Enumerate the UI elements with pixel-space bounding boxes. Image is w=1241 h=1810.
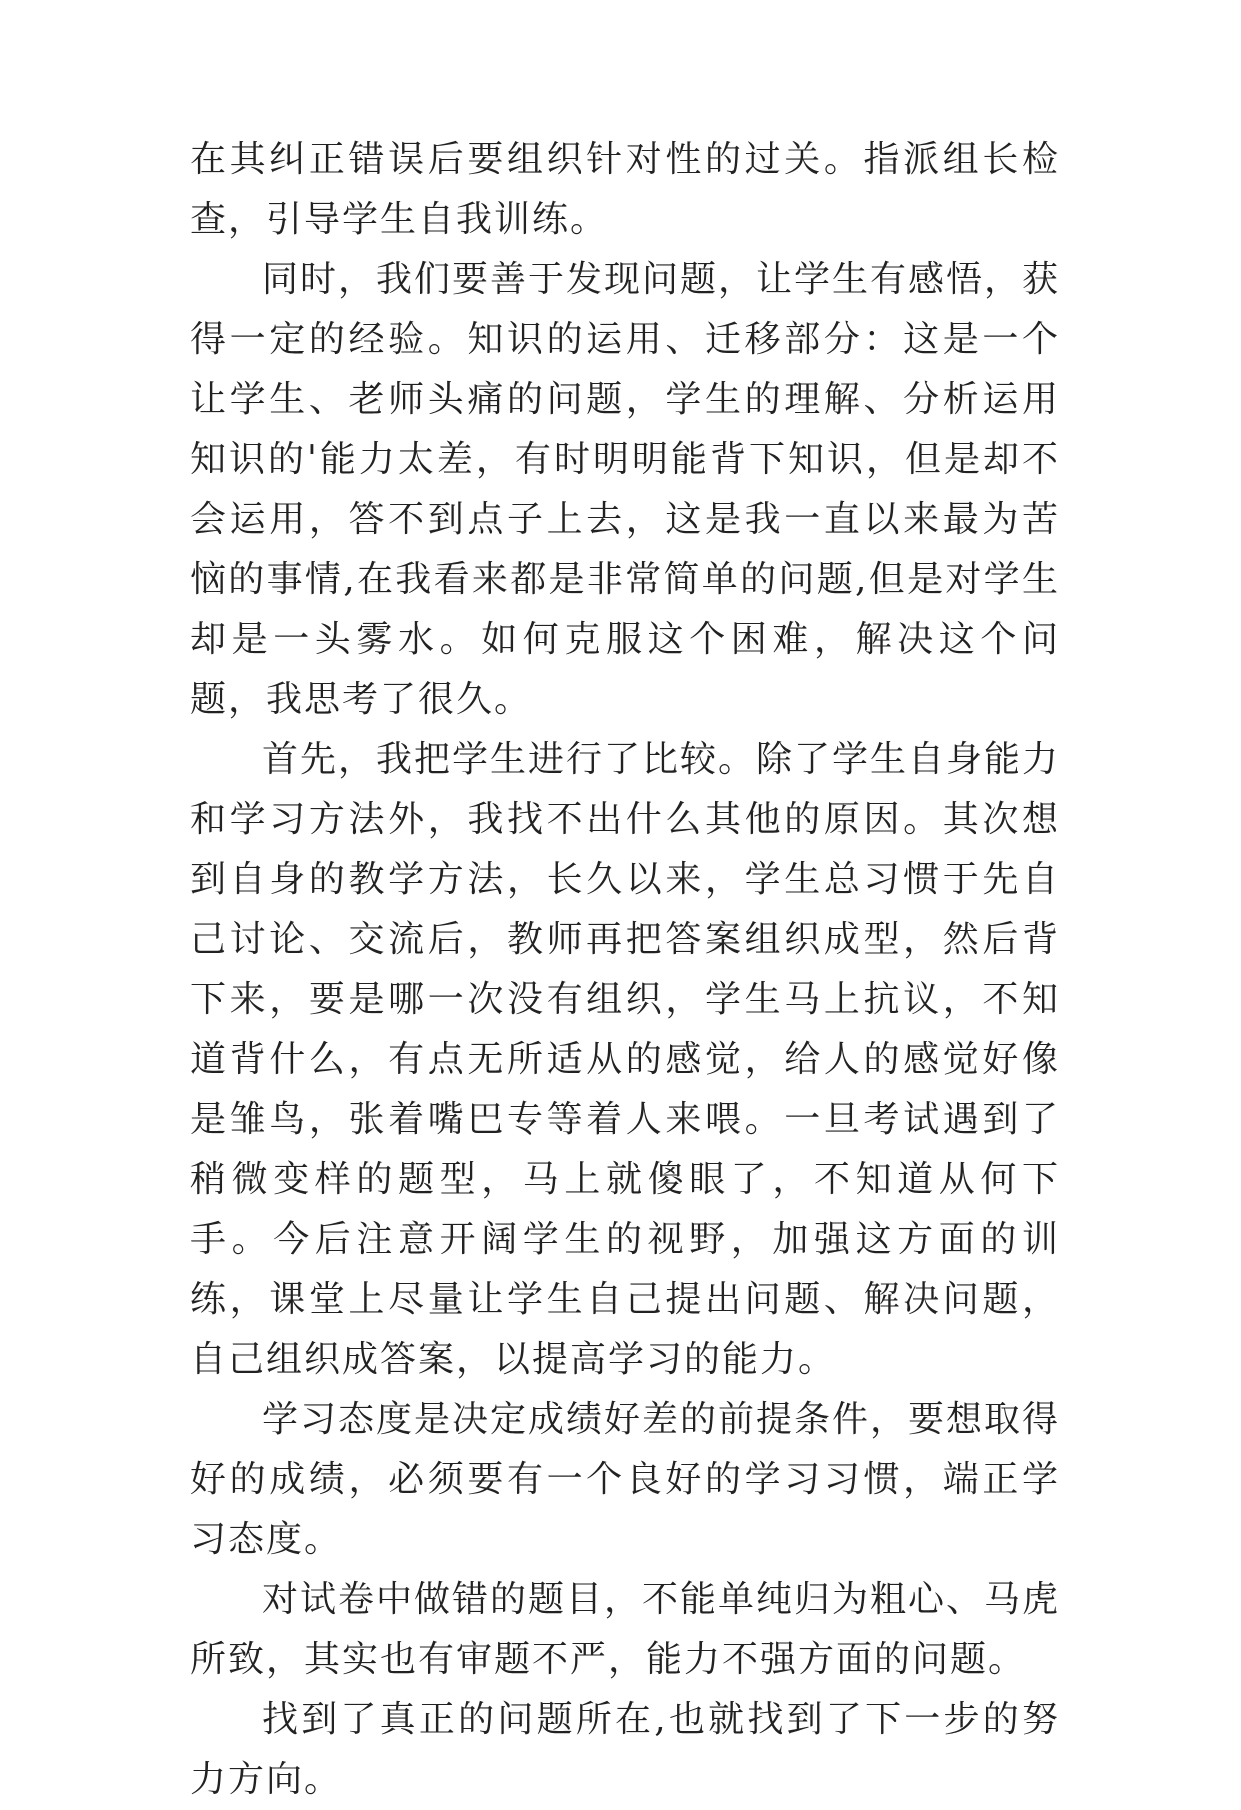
paragraph-1: 在其纠正错误后要组织针对性的过关。指派组长检查，引导学生自我训练。 [190, 139, 1060, 240]
paragraph-5: 对试卷中做错的题目，不能单纯归为粗心、马虎所致，其实也有审题不严，能力不强方面的问题。 [190, 1579, 1061, 1680]
paragraph-4: 学习态度是决定成绩好差的前提条件，要想取得好的成绩，必须要有一个良好的学习习惯，端正学习态度。 [190, 1399, 1061, 1560]
document-body [190, 130, 1060, 1810]
paragraph-6: 找到了真正的问题所在,也就找到了下一步的努力方向。 [190, 1699, 1060, 1800]
paragraph-3: 首先，我把学生进行了比较。除了学生自身能力和学习方法外，我找不出什么其他的原因。其次想到自身的教学方法，长久以来，学生总习惯于先自己讨论、交流后，教师再把答案组织成型，然后背下来，要是哪一次没有组织，学生马上抗议，不知道背什么，有点无所适从的感觉，给人的感觉好像是雏鸟，张着嘴巴专等着人来喂。一旦考试遇到了稍微变样的题型，马上就傻眼了，不知道从何下手。今后注意开阔学生的视野，加强这方面的训练，课堂上尽量让学生自己提出问题、解决问题，自己组织成答案，以提高学习的能力。 [190, 739, 1061, 1380]
paragraph-2: 同时，我们要善于发现问题，让学生有感悟，获得一定的经验。知识的运用、迁移部分：这是一个让学生、老师头痛的问题，学生的理解、分析运用知识的'能力太差，有时明明能背下知识，但是却不会运用，答不到点子上去，这是我一直以来最为苦恼的事情,在我看来都是非常简单的问题,但是对学生却是一头雾水。如何克服这个困难，解决这个问题，我思考了很久。 [190, 259, 1061, 720]
